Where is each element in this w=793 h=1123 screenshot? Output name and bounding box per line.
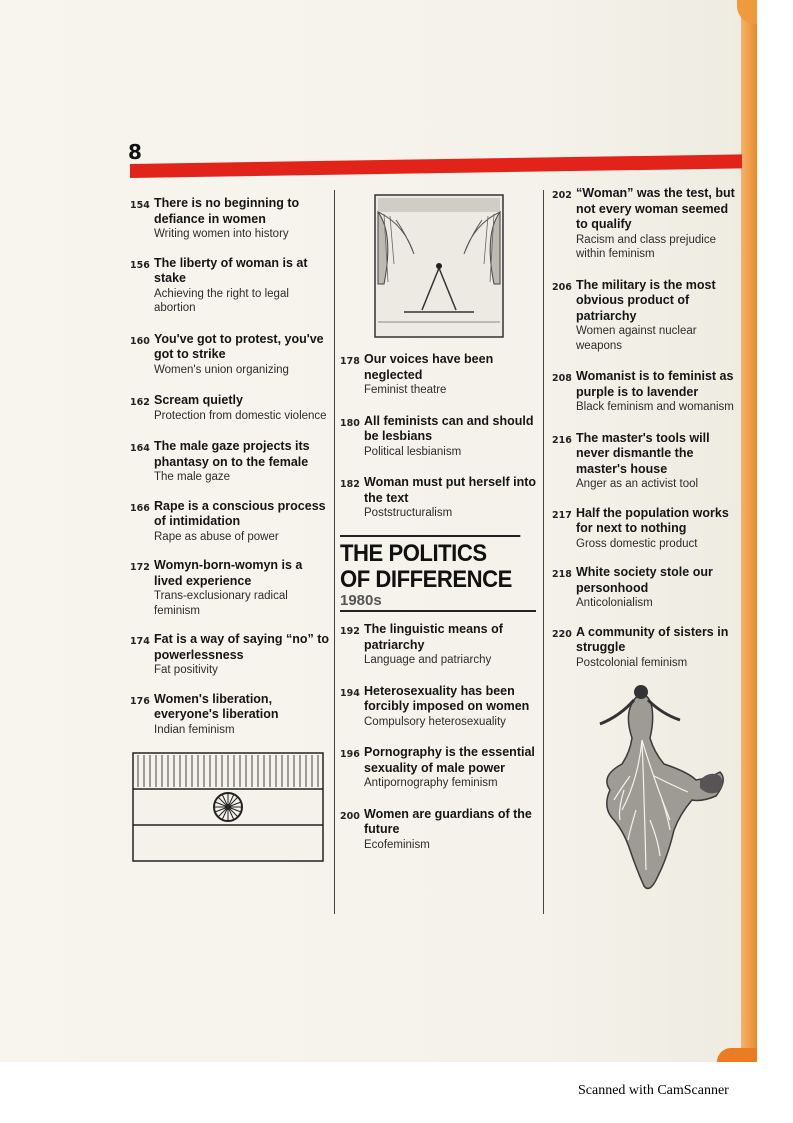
- entry-title: The master's tools will never dismantle the master's house: [576, 430, 710, 476]
- page-number: 8: [128, 140, 142, 164]
- entry-page-number: 206: [552, 281, 572, 293]
- entry-page-number: 182: [340, 479, 360, 490]
- entry-page-number: 174: [130, 636, 150, 647]
- entry-title: Womanist is to feminist as purple is to lavender: [576, 369, 734, 399]
- entry-title: Rape is a conscious process of intimidation: [154, 498, 326, 528]
- entry-subtitle: Rape as abuse of power: [154, 530, 279, 543]
- entry-subtitle: Poststructuralism: [364, 507, 453, 519]
- entry-page-number: 154: [130, 200, 150, 211]
- theatre-stage-illustration: [374, 194, 504, 338]
- column-divider-right: [543, 190, 544, 914]
- contents-column-1: [130, 196, 330, 863]
- entry-title: The liberty of woman is at stake: [154, 255, 308, 285]
- entry-subtitle: The male gaze: [154, 471, 231, 483]
- entry-title: Heterosexuality has been forcibly imposed on women: [364, 683, 530, 713]
- entry-subtitle: Anger as an activist tool: [576, 478, 699, 490]
- entry-title: You've got to protest, you've got to strike: [154, 331, 324, 361]
- toc-entry[interactable]: [130, 499, 330, 545]
- toc-entry[interactable]: [130, 558, 330, 618]
- entry-title: A community of sisters in struggle: [576, 624, 729, 654]
- entry-title: The military is the most obvious product of patriarchy: [576, 277, 716, 323]
- entry-title: There is no beginning to defiance in women: [154, 196, 300, 226]
- entry-page-number: 176: [130, 695, 150, 707]
- entry-title: The male gaze projects its phantasy on to the female: [154, 439, 310, 469]
- section-heading: [340, 535, 520, 593]
- toc-entry[interactable]: [130, 632, 330, 678]
- toc-entry[interactable]: [552, 625, 742, 671]
- entry-subtitle: Women against nuclear weapons: [576, 325, 697, 352]
- entry-subtitle: Women's union organizing: [154, 363, 289, 376]
- toc-entry[interactable]: [552, 186, 742, 262]
- entry-page-number: 217: [552, 509, 572, 521]
- section-decade: 1980s: [340, 593, 536, 613]
- entry-subtitle: Antipornography feminism: [364, 777, 498, 789]
- entry-subtitle: Fat positivity: [154, 664, 218, 676]
- section-heading-line-2: OF DIFFERENCE: [340, 565, 512, 593]
- entry-subtitle: Gross domestic product: [576, 537, 698, 550]
- toc-entry[interactable]: [340, 352, 536, 398]
- entry-subtitle: Racism and class prejudice within feminism: [576, 233, 716, 260]
- scanner-watermark: Scanned with CamScanner: [578, 1083, 729, 1098]
- entry-title: Woman must put herself into the text: [364, 475, 536, 505]
- entry-page-number: 200: [340, 810, 360, 822]
- entry-page-number: 164: [130, 443, 150, 454]
- section-heading-line-1: THE POLITICS: [340, 539, 487, 567]
- entry-title: Half the population works for next to nothing: [576, 505, 729, 535]
- entry-subtitle: Postcolonial feminism: [576, 656, 688, 669]
- next-page-edge: [741, 0, 757, 1062]
- entry-page-number: 160: [130, 335, 150, 347]
- entry-title: Women's liberation, everyone's liberation: [154, 691, 279, 721]
- toc-entry[interactable]: [130, 393, 330, 423]
- entry-subtitle: Achieving the right to legal abortion: [154, 287, 289, 314]
- indian-flag-illustration: [132, 751, 324, 863]
- entry-subtitle: Compulsory heterosexuality: [364, 715, 506, 728]
- entry-title: Women are guardians of the future: [364, 806, 532, 836]
- toc-entry[interactable]: [552, 278, 742, 354]
- entry-page-number: 220: [552, 628, 572, 640]
- toc-entry[interactable]: [552, 565, 742, 611]
- toc-entry[interactable]: [130, 256, 330, 316]
- entry-page-number: 218: [552, 569, 572, 580]
- toc-entry[interactable]: [340, 475, 536, 521]
- entry-subtitle: Language and patriarchy: [364, 654, 492, 666]
- entry-page-number: 216: [552, 434, 572, 446]
- toc-entry[interactable]: [552, 506, 742, 552]
- entry-title: Pornography is the essential sexuality of male power: [364, 745, 535, 775]
- entry-title: White society stole our personhood: [576, 565, 713, 595]
- entry-subtitle: Protection from domestic violence: [154, 409, 327, 422]
- entry-title: The linguistic means of patriarchy: [364, 622, 503, 652]
- toc-entry[interactable]: [340, 684, 536, 730]
- entry-page-number: 192: [340, 626, 360, 637]
- entry-subtitle: Black feminism and womanism: [576, 401, 734, 413]
- toc-entry[interactable]: [340, 807, 536, 853]
- entry-page-number: 156: [130, 259, 150, 271]
- toc-entry[interactable]: [552, 431, 742, 492]
- entry-page-number: 208: [552, 373, 572, 384]
- woman-india-map-illustration: [570, 680, 730, 900]
- entry-title: Scream quietly: [154, 393, 243, 407]
- entry-subtitle: Indian feminism: [154, 723, 235, 736]
- contents-column-3: [552, 186, 742, 900]
- contents-column-2: [340, 196, 536, 852]
- page-corner-bottom: [717, 1048, 757, 1062]
- entry-page-number: 196: [340, 749, 360, 760]
- entry-page-number: 194: [340, 687, 360, 699]
- toc-entry[interactable]: [340, 622, 536, 668]
- entry-subtitle: Ecofeminism: [364, 838, 430, 851]
- entry-page-number: 202: [552, 190, 572, 201]
- entry-subtitle: Trans-exclusionary radical feminism: [154, 590, 288, 617]
- entry-page-number: 162: [130, 397, 150, 408]
- toc-entry[interactable]: [130, 332, 330, 378]
- column-divider-left: [334, 190, 335, 914]
- entry-subtitle: Anticolonialism: [576, 597, 653, 609]
- entry-subtitle: Feminist theatre: [364, 384, 447, 396]
- entry-title: Fat is a way of saying “no” to powerlessness: [154, 632, 330, 662]
- toc-entry[interactable]: [340, 745, 536, 791]
- entry-title: Womyn-born-womyn is a lived experience: [154, 558, 303, 588]
- toc-entry[interactable]: [130, 196, 330, 242]
- entry-title: All feminists can and should be lesbians: [364, 413, 534, 443]
- toc-entry[interactable]: [130, 692, 330, 738]
- entry-subtitle: Political lesbianism: [364, 445, 462, 458]
- entry-title: “Woman” was the test, but not every woman seemed to qualify: [576, 186, 735, 231]
- toc-entry[interactable]: [130, 439, 330, 485]
- toc-entry[interactable]: [340, 414, 536, 460]
- entry-page-number: 178: [340, 356, 360, 367]
- entry-page-number: 172: [130, 562, 150, 573]
- entry-title: Our voices have been neglected: [364, 352, 494, 382]
- entry-page-number: 166: [130, 502, 150, 514]
- entry-page-number: 180: [340, 417, 360, 429]
- entry-subtitle: Writing women into history: [154, 228, 289, 240]
- toc-entry[interactable]: [552, 369, 742, 415]
